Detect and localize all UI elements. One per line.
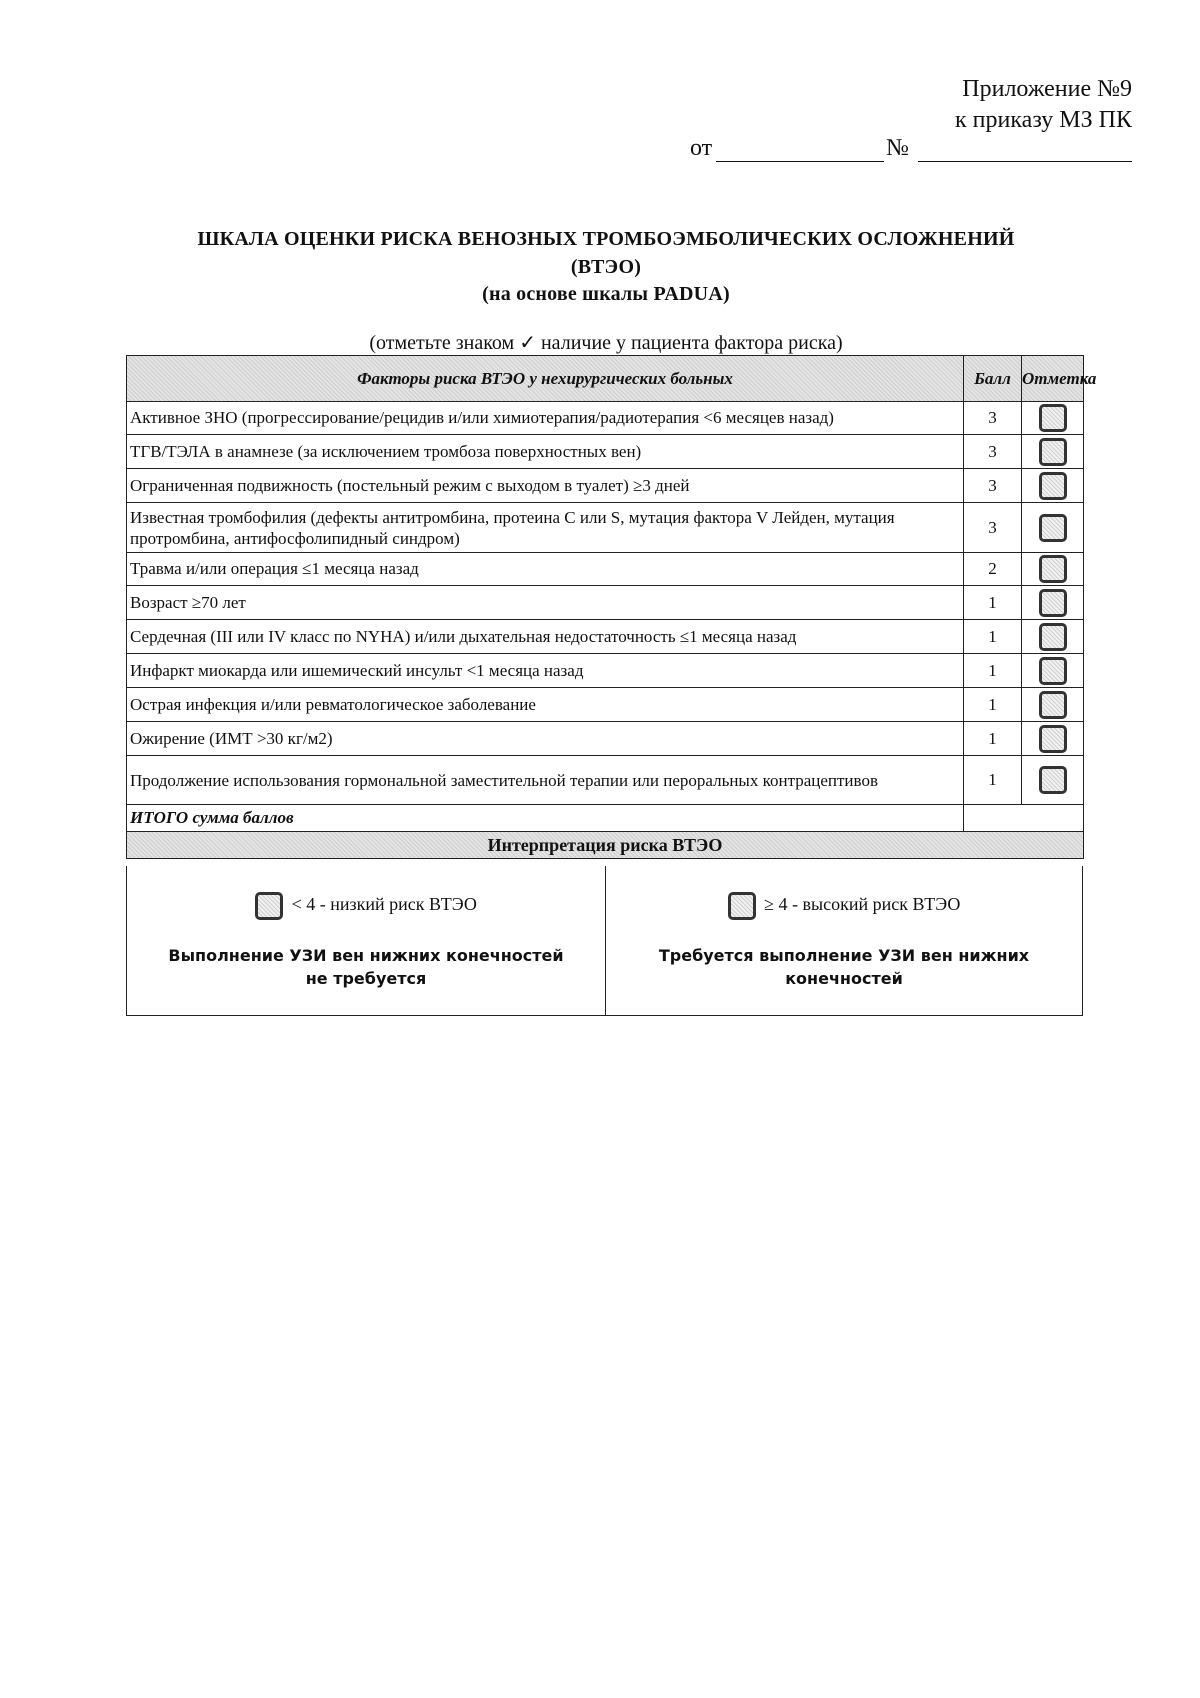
score-cell: 1 [964, 586, 1022, 620]
document-subtitle: (на основе шкалы PADUA) [482, 283, 730, 305]
low-risk-section [127, 866, 606, 1015]
checkbox[interactable] [1039, 725, 1067, 753]
factor-cell: Известная тромбофилия (дефекты антитромбина, протеина С или S, мутация фактора V Лейден, мутация протромбина, антифосфолипидный синдром) [127, 503, 964, 553]
document-title: ШКАЛА ОЦЕНКИ РИСКА ВЕНОЗНЫХ ТРОМБОЭМБОЛИЧЕСКИХ ОСЛОЖНЕНИЙ [197, 228, 1015, 250]
table-row [127, 756, 1084, 805]
table-row [127, 469, 1084, 503]
score-cell: 3 [964, 503, 1022, 553]
score-cell: 3 [964, 435, 1022, 469]
mark-cell [1022, 503, 1084, 553]
high-risk-action: Требуется выполнение УЗИ вен нижних конечностей [658, 946, 1030, 988]
table-row [127, 435, 1084, 469]
mark-cell [1022, 469, 1084, 503]
high-risk-label: ≥ 4 - высокий риск ВТЭО [764, 894, 961, 915]
low-risk-checkbox[interactable] [255, 892, 283, 920]
score-column-header: Балл [964, 356, 1022, 402]
factor-cell: Инфаркт миокарда или ишемический инсульт <1 месяца назад [127, 654, 964, 688]
factor-cell: Ограниченная подвижность (постельный режим с выходом в туалет) ≥3 дней [127, 469, 964, 503]
factor-cell: Травма и/или операция ≤1 месяца назад [127, 553, 964, 586]
appendix-number: Приложение №9 [962, 76, 1132, 102]
appendix-order: к приказу МЗ ПК [955, 107, 1132, 133]
number-blank-line [918, 161, 1132, 162]
factor-cell: ТГВ/ТЭЛА в анамнезе (за исключением тромбоза поверхностных вен) [127, 435, 964, 469]
low-risk-option [127, 892, 605, 920]
total-row [127, 805, 1084, 832]
factor-cell: Продолжение использования гормональной заместительной терапии или пероральных контрацептивов [127, 756, 964, 805]
order-date-number-line [690, 135, 1132, 167]
interpretation-header: Интерпретация риска ВТЭО [127, 832, 1084, 859]
mark-cell [1022, 756, 1084, 805]
mark-cell [1022, 688, 1084, 722]
number-label: № [886, 135, 909, 161]
table-row [127, 620, 1084, 654]
document-title-abbr: (ВТЭО) [570, 256, 642, 278]
score-cell: 3 [964, 402, 1022, 435]
table-row [127, 722, 1084, 756]
mark-cell [1022, 654, 1084, 688]
risk-factor-table [126, 355, 1097, 859]
table-row [127, 654, 1084, 688]
score-cell: 3 [964, 469, 1022, 503]
score-cell: 2 [964, 553, 1022, 586]
checkbox[interactable] [1039, 766, 1067, 794]
low-risk-action: Выполнение УЗИ вен нижних конечностей не требуется [168, 946, 564, 988]
checkbox[interactable] [1039, 404, 1067, 432]
interpretation-panel [126, 866, 1083, 1016]
high-risk-checkbox[interactable] [728, 892, 756, 920]
table-row [127, 688, 1084, 722]
mark-column-header: Отметка [1022, 356, 1084, 402]
score-cell: 1 [964, 620, 1022, 654]
factor-cell: Ожирение (ИМТ >30 кг/м2) [127, 722, 964, 756]
total-label: ИТОГО сумма баллов [127, 805, 964, 832]
interpretation-header-row [127, 832, 1084, 859]
checkbox[interactable] [1039, 438, 1067, 466]
checkbox[interactable] [1039, 657, 1067, 685]
table-row [127, 402, 1084, 435]
score-cell: 1 [964, 688, 1022, 722]
score-cell: 1 [964, 722, 1022, 756]
date-blank-line [716, 161, 884, 162]
mark-cell [1022, 620, 1084, 654]
table-row [127, 586, 1084, 620]
table-row [127, 503, 1084, 553]
total-value-cell[interactable] [964, 805, 1084, 832]
mark-cell [1022, 586, 1084, 620]
factor-cell: Сердечная (III или IV класс по NYHA) и/или дыхательная недостаточность ≤1 месяца назад [127, 620, 964, 654]
instruction-note: (отметьте знаком ✓ наличие у пациента фактора риска) [369, 332, 843, 354]
from-label: от [690, 135, 713, 161]
checkbox[interactable] [1039, 623, 1067, 651]
score-cell: 1 [964, 756, 1022, 805]
checkbox[interactable] [1039, 589, 1067, 617]
factor-cell: Активное ЗНО (прогрессирование/рецидив и/или химиотерапия/радиотерапия <6 месяцев назад) [127, 402, 964, 435]
factor-cell: Острая инфекция и/или ревматологическое заболевание [127, 688, 964, 722]
high-risk-option [606, 892, 1082, 920]
score-cell: 1 [964, 654, 1022, 688]
table-header-row [127, 356, 1084, 402]
mark-cell [1022, 553, 1084, 586]
checkbox[interactable] [1039, 691, 1067, 719]
checkbox[interactable] [1039, 472, 1067, 500]
factor-cell: Возраст ≥70 лет [127, 586, 964, 620]
appendix-header [955, 74, 1132, 136]
factor-column-header: Факторы риска ВТЭО у нехирургических больных [127, 356, 964, 402]
mark-cell [1022, 402, 1084, 435]
table-row [127, 553, 1084, 586]
mark-cell [1022, 722, 1084, 756]
low-risk-label: < 4 - низкий риск ВТЭО [291, 894, 477, 915]
checkbox[interactable] [1039, 514, 1067, 542]
mark-cell [1022, 435, 1084, 469]
high-risk-section [606, 866, 1082, 1015]
checkbox[interactable] [1039, 555, 1067, 583]
